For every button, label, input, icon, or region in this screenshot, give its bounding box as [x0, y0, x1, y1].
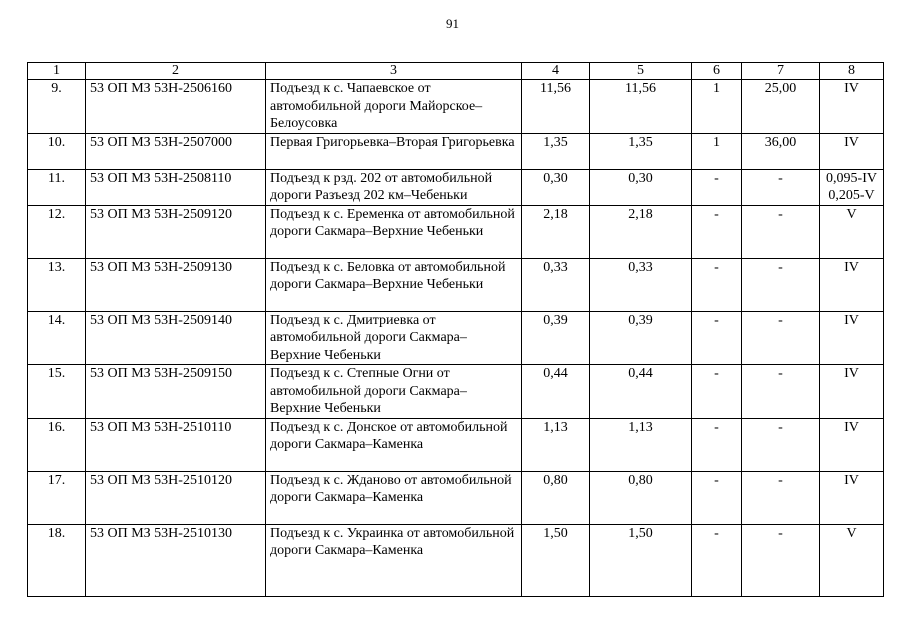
road-id-cell: 53 ОП МЗ 53Н-2507000 — [86, 133, 266, 169]
row-number-cell: 13. — [28, 258, 86, 311]
row-number-cell: 16. — [28, 418, 86, 471]
length-cell: 0,44 — [590, 365, 692, 419]
length-cell: 1,50 — [590, 524, 692, 596]
road-name-cell: Подъезд к с. Еременка от автомобильной дороги Сакмара–Верхние Чебеньки — [266, 205, 522, 258]
table-row — [28, 80, 884, 134]
count-cell: 1 — [692, 80, 742, 134]
column-header: 1 — [28, 63, 86, 80]
category-value: V — [846, 206, 857, 222]
row-number-cell: 9. — [28, 80, 86, 134]
count-cell: - — [692, 418, 742, 471]
row-number-cell: 11. — [28, 169, 86, 205]
road-id-cell: 53 ОП МЗ 53Н-2510120 — [86, 471, 266, 524]
category-value: IV — [844, 419, 859, 435]
road-name-cell: Подъезд к с. Дмитриевка от автомобильной дороги Сакмара–Верхние Чебеньки — [266, 311, 522, 365]
category-cell — [820, 365, 884, 419]
length-cell: 1,50 — [522, 524, 590, 596]
table-row — [28, 524, 884, 596]
table-body — [28, 80, 884, 597]
length-cell: 0,44 — [522, 365, 590, 419]
column-header: 2 — [86, 63, 266, 80]
column-header: 4 — [522, 63, 590, 80]
table-row — [28, 205, 884, 258]
category-cell — [820, 80, 884, 134]
column-header: 3 — [266, 63, 522, 80]
category-cell — [820, 524, 884, 596]
length-cell: 2,18 — [522, 205, 590, 258]
value-cell: - — [742, 471, 820, 524]
length-cell: 0,30 — [590, 169, 692, 205]
table-row — [28, 418, 884, 471]
count-cell: 1 — [692, 133, 742, 169]
road-id-cell: 53 ОП МЗ 53Н-2509140 — [86, 311, 266, 365]
value-cell: - — [742, 524, 820, 596]
length-cell: 0,80 — [590, 471, 692, 524]
length-cell: 0,33 — [522, 258, 590, 311]
length-cell: 0,39 — [590, 311, 692, 365]
row-number-cell: 17. — [28, 471, 86, 524]
category-value: IV — [844, 81, 859, 96]
column-header: 7 — [742, 63, 820, 80]
road-name-cell: Подъезд к с. Жданово от автомобильной дороги Сакмара–Каменка — [266, 471, 522, 524]
table-row — [28, 365, 884, 419]
value-cell: - — [742, 258, 820, 311]
category-value: V — [846, 525, 857, 541]
road-name-cell: Подъезд к с. Украинка от автомобильной дороги Сакмара–Каменка — [266, 524, 522, 596]
length-cell: 1,13 — [590, 418, 692, 471]
value-cell: - — [742, 311, 820, 365]
value-cell: 36,00 — [742, 133, 820, 169]
length-cell: 0,33 — [590, 258, 692, 311]
category-value: IV — [844, 134, 859, 150]
value-cell: - — [742, 418, 820, 471]
column-header: 5 — [590, 63, 692, 80]
count-cell: - — [692, 311, 742, 365]
category-value: IV — [844, 312, 859, 328]
road-name-cell: Подъезд к с. Донское от автомобильной дороги Сакмара–Каменка — [266, 418, 522, 471]
count-cell: - — [692, 205, 742, 258]
category-cell — [820, 418, 884, 471]
value-cell: - — [742, 205, 820, 258]
column-header: 6 — [692, 63, 742, 80]
roads-table — [27, 62, 884, 597]
road-id-cell: 53 ОП МЗ 53Н-2509120 — [86, 205, 266, 258]
road-id-cell: 53 ОП МЗ 53Н-2510110 — [86, 418, 266, 471]
category-cell — [820, 133, 884, 169]
length-cell: 1,13 — [522, 418, 590, 471]
count-cell: - — [692, 169, 742, 205]
road-id-cell: 53 ОП МЗ 53Н-2510130 — [86, 524, 266, 596]
table-row — [28, 471, 884, 524]
value-cell: - — [742, 169, 820, 205]
column-header: 8 — [820, 63, 884, 80]
value-cell: - — [742, 365, 820, 419]
length-cell: 0,39 — [522, 311, 590, 365]
category-cell — [820, 471, 884, 524]
length-cell: 2,18 — [590, 205, 692, 258]
row-number-cell: 12. — [28, 205, 86, 258]
table-row — [28, 133, 884, 169]
count-cell: - — [692, 471, 742, 524]
length-cell: 0,80 — [522, 471, 590, 524]
category-cell — [820, 258, 884, 311]
category-value: IV — [844, 259, 859, 275]
length-cell: 0,30 — [522, 169, 590, 205]
row-number-cell: 10. — [28, 133, 86, 169]
count-cell: - — [692, 365, 742, 419]
category-value: 0,205-V — [828, 188, 875, 203]
count-cell: - — [692, 258, 742, 311]
row-number-cell: 14. — [28, 311, 86, 365]
road-name-cell: Подъезд к с. Степные Огни от автомобильной дороги Сакмара–Верхние Чебеньки — [266, 365, 522, 419]
road-id-cell: 53 ОП МЗ 53Н-2506160 — [86, 80, 266, 134]
table-row — [28, 169, 884, 205]
row-number-cell: 15. — [28, 365, 86, 419]
page-number: 91 — [446, 16, 459, 31]
length-cell: 1,35 — [590, 133, 692, 169]
road-name-cell: Подъезд к с. Беловка от автомобильной дороги Сакмара–Верхние Чебеньки — [266, 258, 522, 311]
table-row — [28, 258, 884, 311]
value-cell: 25,00 — [742, 80, 820, 134]
length-cell: 11,56 — [522, 80, 590, 134]
category-cell — [820, 205, 884, 258]
count-cell: - — [692, 524, 742, 596]
category-cell — [820, 169, 884, 205]
road-name-cell: Первая Григорьевка–Вторая Григорьевка — [266, 133, 522, 169]
category-value: 0,095-IV — [826, 170, 877, 186]
road-id-cell: 53 ОП МЗ 53Н-2509150 — [86, 365, 266, 419]
header-row — [28, 63, 884, 80]
road-id-cell: 53 ОП МЗ 53Н-2509130 — [86, 258, 266, 311]
length-cell: 11,56 — [590, 80, 692, 134]
road-name-cell: Подъезд к рзд. 202 от автомобильной дороги Разъезд 202 км–Чебеньки — [266, 169, 522, 205]
length-cell: 1,35 — [522, 133, 590, 169]
road-id-cell: 53 ОП МЗ 53Н-2508110 — [86, 169, 266, 205]
category-value: IV — [844, 472, 859, 488]
table-row — [28, 311, 884, 365]
road-name-cell: Подъезд к с. Чапаевское от автомобильной дороги Майорское–Белоусовка — [266, 80, 522, 134]
category-value: IV — [844, 366, 859, 381]
row-number-cell: 18. — [28, 524, 86, 596]
category-cell — [820, 311, 884, 365]
